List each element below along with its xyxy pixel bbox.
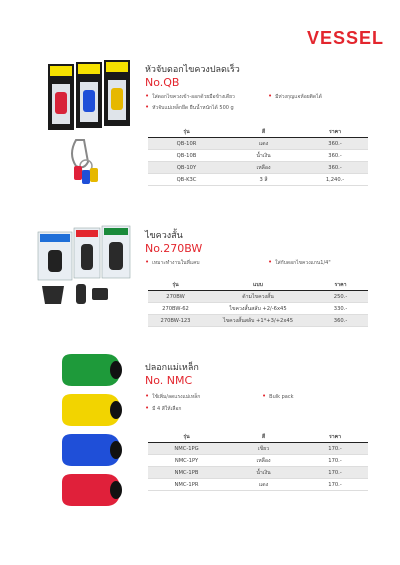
qb-bullet-2: • มีห่วงกุญแจห้อยติดได้ [268,92,322,101]
qb-title: หัวจับดอกไขควงปลดเร็ว [145,65,240,75]
model-cell: NMC-1PB [148,467,225,479]
table-row [148,291,368,303]
column-header: ราคา [313,280,368,291]
270bw-bullet-1: • เหมาะทำงานในที่แคบ [145,258,200,267]
column-header: รุ่น [148,280,203,291]
270bw-model: No.270BW [145,242,203,255]
model-cell: 270BW-62 [148,303,203,315]
qb-bullet-3: • หัวจับแม่เหล็กยึด ยืนน้ำหนักได้ 500 g [145,103,234,112]
table-row [148,138,368,150]
price-cell: 250.- [313,291,368,303]
column-header: สี [225,127,302,138]
price-cell: 170.- [302,443,368,455]
qb-model: No.QB [145,76,180,89]
color-cell: 3 สี [225,174,302,186]
model-cell: QB-K3C [148,174,225,186]
qb-product-image [46,54,134,194]
nmc-bullet-1: • ใช้เพิ่ม/ลดแรงแม่เหล็ก [145,392,200,401]
table-row [148,479,368,491]
price-cell: 330.- [313,303,368,315]
column-header: แบบ [203,280,313,291]
color-cell: น้ำเงิน [225,150,302,162]
color-cell: แดง [225,479,302,491]
price-cell: 1,240.- [302,174,368,186]
price-cell: 360.- [313,315,368,327]
model-cell: QB-10R [148,138,225,150]
type-cell: ด้ามไขควงสั้น [203,291,313,303]
table-row [148,303,368,315]
270bw-title: ไขควงสั้น [145,231,183,241]
270bw-table [148,280,368,327]
nmc-bullet-3: • มี 4 สีให้เลือก [145,404,181,413]
color-cell: เหลือง [225,162,302,174]
price-cell: 170.- [302,455,368,467]
270bw-product-image [36,222,136,312]
model-cell: NMC-1PG [148,443,225,455]
model-cell: 270BW-123 [148,315,203,327]
table-row [148,162,368,174]
column-header: รุ่น [148,127,225,138]
column-header: สี [225,432,302,443]
column-header: ราคา [302,432,368,443]
model-cell: QB-10B [148,150,225,162]
color-cell: แดง [225,138,302,150]
table-row [148,467,368,479]
270bw-bullet-2: • ใส่กับดอกไขควงแกน1/4" [268,258,331,267]
nmc-product-image [58,352,128,522]
nmc-bullet-2: • Bulk pack [262,392,294,400]
price-cell: 170.- [302,467,368,479]
qb-bullet-1: • ใส่ดอกไขควงเข้า-ออกด้วยมือข้างเดียว [145,92,235,101]
type-cell: ไขควงสั้นสลับ +1*+3/+2x45 [203,315,313,327]
nmc-title: ปลอกแม่เหล็ก [145,363,199,373]
nmc-model: No. NMC [145,374,193,387]
table-row [148,315,368,327]
column-header: รุ่น [148,432,225,443]
column-header: ราคา [302,127,368,138]
price-cell: 170.- [302,479,368,491]
nmc-table [148,432,368,491]
color-cell: น้ำเงิน [225,467,302,479]
model-cell: NMC-1PR [148,479,225,491]
price-cell: 360.- [302,162,368,174]
table-row [148,174,368,186]
table-row [148,150,368,162]
type-cell: ไขควงสั้นสลับ +2/-6x45 [203,303,313,315]
color-cell: เหลือง [225,455,302,467]
price-cell: 360.- [302,138,368,150]
qb-table [148,127,368,186]
model-cell: NMC-1PY [148,455,225,467]
price-cell: 360.- [302,150,368,162]
brand-logo: VESSEL [306,28,384,48]
table-row [148,455,368,467]
model-cell: QB-10Y [148,162,225,174]
color-cell: เขียว [225,443,302,455]
table-row [148,443,368,455]
model-cell: 270BW [148,291,203,303]
